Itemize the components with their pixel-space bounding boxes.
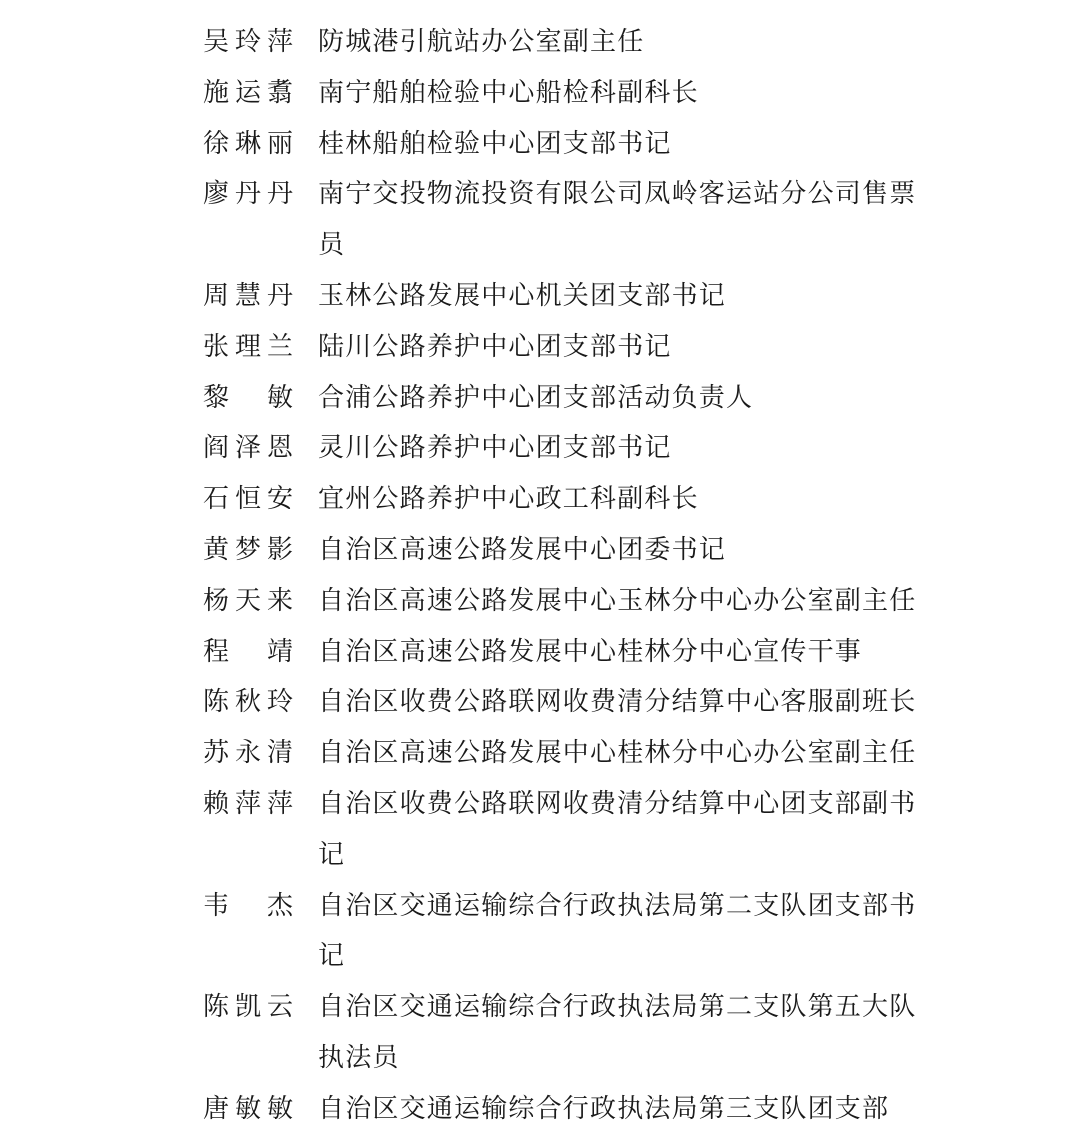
person-name: 周 慧 丹 (203, 280, 293, 311)
person-name: 施 运 翥 (203, 77, 293, 108)
person-position: 防城港引航站办公室副主任 (318, 27, 645, 57)
person-name: 程 靖 (203, 636, 293, 667)
list-item (0, 981, 1080, 1083)
list-item (0, 16, 1080, 67)
person-position: 南宁交投物流投资有限公司凤岭客运站分公司售票员 (318, 179, 917, 261)
person-position: 自治区收费公路联网收费清分结算中心团支部副书记 (318, 788, 917, 870)
person-position: 玉林公路发展中心机关团支部书记 (318, 280, 727, 311)
name-list (0, 16, 1080, 1134)
person-position: 自治区收费公路联网收费清分结算中心客服副班长 (318, 687, 917, 718)
person-name: 徐 琳 丽 (203, 128, 293, 159)
person-name: 廖 丹 丹 (203, 179, 293, 210)
list-item (0, 676, 1080, 727)
list-item (0, 67, 1080, 118)
person-position: 自治区交通运输综合行政执法局第二支队团支部书记 (318, 890, 917, 972)
person-name: 苏 永 清 (203, 738, 293, 769)
list-item (0, 118, 1080, 169)
person-position: 自治区高速公路发展中心桂林分中心宣传干事 (318, 636, 863, 667)
person-position: 南宁船舶检验中心船检科副科长 (318, 77, 699, 108)
person-position: 桂林船舶检验中心团支部书记 (318, 128, 672, 159)
list-item (0, 422, 1080, 473)
person-position: 宜州公路养护中心政工科副科长 (318, 484, 699, 515)
person-position: 合浦公路养护中心团支部活动负责人 (318, 382, 754, 413)
person-name: 韦 杰 (203, 890, 293, 921)
person-name: 黎 敏 (203, 382, 293, 413)
person-name: 陈 凯 云 (203, 992, 293, 1023)
list-item (0, 626, 1080, 677)
person-position: 自治区高速公路发展中心桂林分中心办公室副主任 (318, 738, 917, 769)
list-item (0, 1083, 1080, 1134)
person-position: 陆川公路养护中心团支部书记 (318, 331, 672, 362)
person-name: 吴 玲 萍 (203, 27, 293, 57)
person-name: 张 理 兰 (203, 331, 293, 362)
person-position: 自治区高速公路发展中心玉林分中心办公室副主任 (318, 585, 917, 616)
person-position: 自治区交通运输综合行政执法局第二支队第五大队执法员 (318, 992, 917, 1073)
list-item (0, 270, 1080, 321)
list-item (0, 880, 1080, 982)
list-item (0, 524, 1080, 575)
person-name: 黄 梦 影 (203, 534, 293, 565)
person-name: 陈 秋 玲 (203, 687, 293, 718)
person-name: 唐 敏 敏 (203, 1093, 293, 1124)
person-name: 杨 天 来 (203, 585, 293, 616)
list-item (0, 372, 1080, 423)
list-item (0, 778, 1080, 880)
list-item (0, 473, 1080, 524)
list-item (0, 321, 1080, 372)
list-item (0, 168, 1080, 270)
person-position: 自治区交通运输综合行政执法局第三支队团支部 (318, 1093, 890, 1124)
person-name: 赖 萍 萍 (203, 788, 293, 819)
list-item (0, 727, 1080, 778)
person-name: 石 恒 安 (203, 484, 293, 515)
person-position: 灵川公路养护中心团支部书记 (318, 433, 672, 464)
person-name: 阎 泽 恩 (203, 433, 293, 464)
list-item (0, 575, 1080, 626)
person-position: 自治区高速公路发展中心团委书记 (318, 534, 727, 565)
